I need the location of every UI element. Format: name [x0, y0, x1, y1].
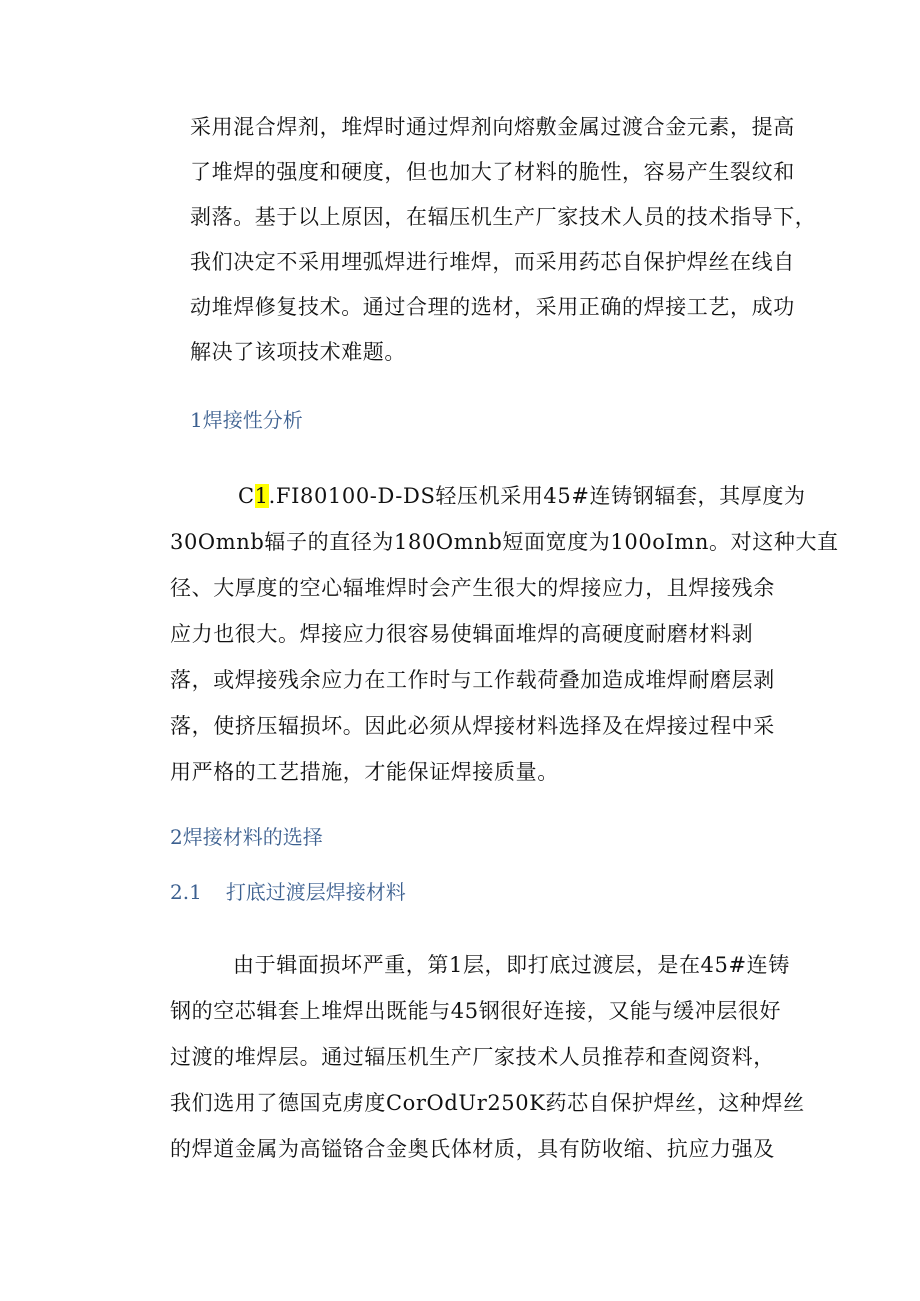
paragraph-2-line-2: 30Omnb辐子的直径为180Omnb短面宽度为100oImn。对这种大直	[170, 530, 839, 554]
paragraph-1-line-5: 动堆焊修复技术。通过合理的选材，采用正确的焊接工艺，成功	[190, 295, 795, 319]
subsection-number: 2.1	[170, 880, 202, 904]
paragraph-1-line-6: 解决了该项技术难题。	[190, 340, 406, 364]
paragraph-2-line-6: 落，使挤压辐损坏。因此必须从焊接材料选择及在焊接过程中采	[170, 714, 775, 738]
paragraph-2-line-5: 落，或焊接残余应力在工作时与工作载荷叠加造成堆焊耐磨层剥	[170, 668, 775, 692]
paragraph-1-line-2: 了堆焊的强度和硬度，但也加大了材料的脆性，容易产生裂纹和	[190, 160, 795, 184]
paragraph-3-line-1: 由于辑面损坏严重，第1层，即打底过渡层，是在45#连铸	[233, 953, 790, 977]
section-heading-2: 2焊接材料的选择	[170, 825, 323, 849]
paragraph-2-line-4: 应力也很大。焊接应力很容易使辑面堆焊的高硬度耐磨材料剥	[170, 622, 754, 646]
paragraph-1-line-3: 剥落。基于以上原因，在辐压机生产厂家技术人员的技术指导下，	[190, 205, 817, 229]
paragraph-2-prefix: C	[238, 484, 255, 508]
paragraph-3-line-5: 的焊道金属为高镒铬合金奥氏体材质，具有防收缩、抗应力强及	[170, 1137, 775, 1161]
paragraph-1-line-4: 我们决定不采用埋弧焊进行堆焊，而采用药芯自保护焊丝在线自	[190, 250, 795, 274]
paragraph-3-line-2: 钢的空芯辑套上堆焊出既能与45钢很好连接，又能与缓冲层很好	[170, 999, 782, 1023]
paragraph-2-line-3: 径、大厚度的空心辐堆焊时会产生很大的焊接应力，且焊接残余	[170, 576, 775, 600]
subsection-heading-2-1	[170, 877, 406, 907]
paragraph-2-line-1	[238, 481, 806, 511]
highlighted-text: 1	[254, 484, 269, 508]
paragraph-2-suffix: .FI80100-D-DS轻压机采用45#连铸钢辐套，其厚度为	[268, 484, 806, 508]
paragraph-1-line-1: 采用混合焊剂，堆焊时通过焊剂向熔敷金属过渡合金元素，提高	[190, 115, 795, 139]
section-heading-1: 1焊接性分析	[190, 408, 303, 432]
paragraph-2-line-7: 用严格的工艺措施，才能保证焊接质量。	[170, 760, 559, 784]
paragraph-3-line-3: 过渡的堆焊层。通过辐压机生产厂家技术人员推荐和查阅资料，	[170, 1045, 775, 1069]
subsection-title: 打底过渡层焊接材料	[225, 880, 406, 904]
paragraph-3-line-4: 我们选用了德国克虏度CorOdUr250K药芯自保护焊丝，这种焊丝	[170, 1091, 805, 1115]
